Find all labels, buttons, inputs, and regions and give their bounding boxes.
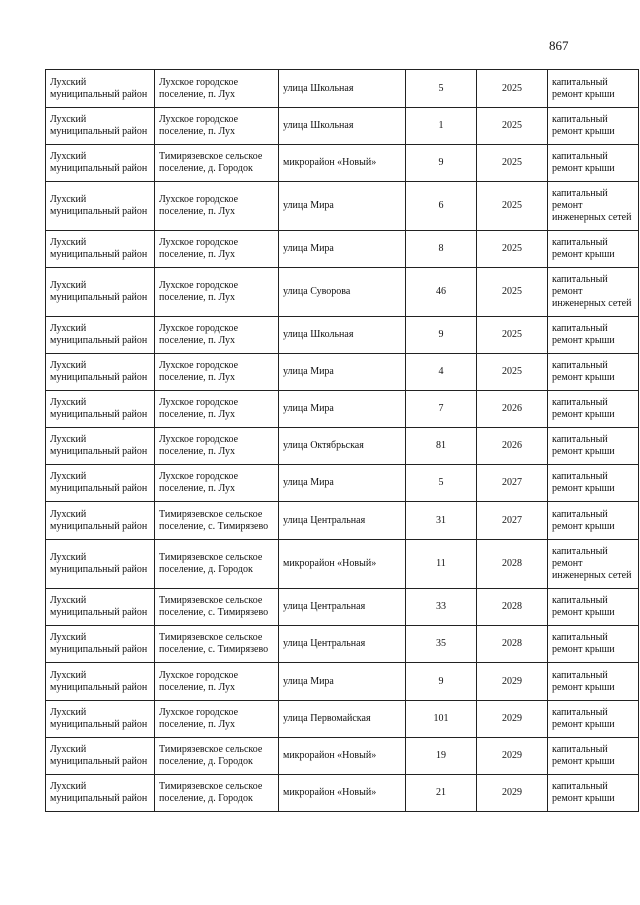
settlement-cell: Лухское городское поселение, п. Лух	[155, 108, 279, 145]
settlement-cell: Лухское городское поселение, п. Лух	[155, 354, 279, 391]
street-cell: улица Центральная	[279, 626, 406, 663]
work-type-cell: капитальный ремонт инженерных сетей	[548, 540, 639, 589]
table-row	[46, 70, 639, 108]
district-cell: Лухский муниципальный район	[46, 502, 155, 540]
table-row	[46, 145, 639, 182]
table-row	[46, 182, 639, 231]
house-number-cell: 33	[406, 589, 477, 626]
street-cell: микрорайон «Новый»	[279, 738, 406, 775]
district-cell: Лухский муниципальный район	[46, 428, 155, 465]
work-type-cell: капитальный ремонт инженерных сетей	[548, 268, 639, 317]
year-cell: 2025	[477, 231, 548, 268]
table-row	[46, 502, 639, 540]
house-number-cell: 31	[406, 502, 477, 540]
house-number-cell: 1	[406, 108, 477, 145]
year-cell: 2026	[477, 428, 548, 465]
district-cell: Лухский муниципальный район	[46, 108, 155, 145]
work-type-cell: капитальный ремонт крыши	[548, 70, 639, 108]
street-cell: улица Мира	[279, 465, 406, 502]
settlement-cell: Лухское городское поселение, п. Лух	[155, 701, 279, 738]
street-cell: улица Первомайская	[279, 701, 406, 738]
settlement-cell: Лухское городское поселение, п. Лух	[155, 231, 279, 268]
table-row	[46, 626, 639, 663]
table-row	[46, 268, 639, 317]
street-cell: улица Школьная	[279, 317, 406, 354]
house-number-cell: 21	[406, 775, 477, 812]
house-number-cell: 19	[406, 738, 477, 775]
settlement-cell: Лухское городское поселение, п. Лух	[155, 182, 279, 231]
district-cell: Лухский муниципальный район	[46, 626, 155, 663]
work-type-cell: капитальный ремонт крыши	[548, 428, 639, 465]
district-cell: Лухский муниципальный район	[46, 268, 155, 317]
work-type-cell: капитальный ремонт крыши	[548, 701, 639, 738]
work-type-cell: капитальный ремонт крыши	[548, 231, 639, 268]
house-number-cell: 8	[406, 231, 477, 268]
work-type-cell: капитальный ремонт крыши	[548, 663, 639, 701]
house-number-cell: 9	[406, 663, 477, 701]
street-cell: улица Октябрьская	[279, 428, 406, 465]
settlement-cell: Лухское городское поселение, п. Лух	[155, 663, 279, 701]
house-number-cell: 7	[406, 391, 477, 428]
table-row	[46, 391, 639, 428]
year-cell: 2025	[477, 108, 548, 145]
house-number-cell: 11	[406, 540, 477, 589]
year-cell: 2025	[477, 268, 548, 317]
table-row	[46, 317, 639, 354]
street-cell: улица Центральная	[279, 589, 406, 626]
table-row	[46, 231, 639, 268]
settlement-cell: Тимирязевское сельское поселение, с. Тимирязево	[155, 502, 279, 540]
settlement-cell: Тимирязевское сельское поселение, д. Городок	[155, 540, 279, 589]
year-cell: 2029	[477, 775, 548, 812]
table-body	[46, 70, 639, 812]
work-type-cell: капитальный ремонт крыши	[548, 317, 639, 354]
district-cell: Лухский муниципальный район	[46, 701, 155, 738]
street-cell: улица Центральная	[279, 502, 406, 540]
house-number-cell: 81	[406, 428, 477, 465]
year-cell: 2028	[477, 626, 548, 663]
district-cell: Лухский муниципальный район	[46, 354, 155, 391]
work-type-cell: капитальный ремонт крыши	[548, 626, 639, 663]
settlement-cell: Тимирязевское сельское поселение, с. Тимирязево	[155, 589, 279, 626]
settlement-cell: Лухское городское поселение, п. Лух	[155, 70, 279, 108]
district-cell: Лухский муниципальный район	[46, 465, 155, 502]
work-type-cell: капитальный ремонт крыши	[548, 145, 639, 182]
house-number-cell: 5	[406, 465, 477, 502]
street-cell: улица Мира	[279, 663, 406, 701]
repair-schedule-table	[45, 69, 639, 812]
table-row	[46, 738, 639, 775]
work-type-cell: капитальный ремонт крыши	[548, 502, 639, 540]
year-cell: 2027	[477, 502, 548, 540]
table-row	[46, 663, 639, 701]
house-number-cell: 46	[406, 268, 477, 317]
table-row	[46, 540, 639, 589]
street-cell: микрорайон «Новый»	[279, 775, 406, 812]
year-cell: 2029	[477, 701, 548, 738]
district-cell: Лухский муниципальный район	[46, 231, 155, 268]
street-cell: улица Мира	[279, 354, 406, 391]
settlement-cell: Лухское городское поселение, п. Лух	[155, 428, 279, 465]
table-row	[46, 775, 639, 812]
year-cell: 2028	[477, 540, 548, 589]
street-cell: микрорайон «Новый»	[279, 540, 406, 589]
year-cell: 2025	[477, 182, 548, 231]
settlement-cell: Лухское городское поселение, п. Лух	[155, 268, 279, 317]
year-cell: 2029	[477, 663, 548, 701]
work-type-cell: капитальный ремонт крыши	[548, 465, 639, 502]
work-type-cell: капитальный ремонт инженерных сетей	[548, 182, 639, 231]
year-cell: 2028	[477, 589, 548, 626]
year-cell: 2025	[477, 145, 548, 182]
district-cell: Лухский муниципальный район	[46, 775, 155, 812]
table-row	[46, 589, 639, 626]
house-number-cell: 6	[406, 182, 477, 231]
street-cell: улица Мира	[279, 231, 406, 268]
house-number-cell: 101	[406, 701, 477, 738]
settlement-cell: Тимирязевское сельское поселение, д. Городок	[155, 145, 279, 182]
year-cell: 2026	[477, 391, 548, 428]
work-type-cell: капитальный ремонт крыши	[548, 738, 639, 775]
district-cell: Лухский муниципальный район	[46, 70, 155, 108]
district-cell: Лухский муниципальный район	[46, 540, 155, 589]
district-cell: Лухский муниципальный район	[46, 182, 155, 231]
settlement-cell: Лухское городское поселение, п. Лух	[155, 391, 279, 428]
street-cell: микрорайон «Новый»	[279, 145, 406, 182]
district-cell: Лухский муниципальный район	[46, 663, 155, 701]
street-cell: улица Школьная	[279, 70, 406, 108]
street-cell: улица Мира	[279, 182, 406, 231]
table-row	[46, 108, 639, 145]
settlement-cell: Тимирязевское сельское поселение, с. Тимирязево	[155, 626, 279, 663]
settlement-cell: Тимирязевское сельское поселение, д. Городок	[155, 775, 279, 812]
district-cell: Лухский муниципальный район	[46, 317, 155, 354]
table-row	[46, 428, 639, 465]
house-number-cell: 5	[406, 70, 477, 108]
work-type-cell: капитальный ремонт крыши	[548, 108, 639, 145]
settlement-cell: Тимирязевское сельское поселение, д. Городок	[155, 738, 279, 775]
year-cell: 2029	[477, 738, 548, 775]
district-cell: Лухский муниципальный район	[46, 738, 155, 775]
work-type-cell: капитальный ремонт крыши	[548, 775, 639, 812]
house-number-cell: 4	[406, 354, 477, 391]
year-cell: 2025	[477, 354, 548, 391]
page-number: 867	[549, 38, 569, 53]
table-row	[46, 465, 639, 502]
house-number-cell: 35	[406, 626, 477, 663]
table-row	[46, 354, 639, 391]
district-cell: Лухский муниципальный район	[46, 145, 155, 182]
settlement-cell: Лухское городское поселение, п. Лух	[155, 465, 279, 502]
year-cell: 2027	[477, 465, 548, 502]
work-type-cell: капитальный ремонт крыши	[548, 589, 639, 626]
year-cell: 2025	[477, 317, 548, 354]
year-cell: 2025	[477, 70, 548, 108]
district-cell: Лухский муниципальный район	[46, 589, 155, 626]
work-type-cell: капитальный ремонт крыши	[548, 391, 639, 428]
house-number-cell: 9	[406, 145, 477, 182]
settlement-cell: Лухское городское поселение, п. Лух	[155, 317, 279, 354]
house-number-cell: 9	[406, 317, 477, 354]
work-type-cell: капитальный ремонт крыши	[548, 354, 639, 391]
street-cell: улица Школьная	[279, 108, 406, 145]
district-cell: Лухский муниципальный район	[46, 391, 155, 428]
table-row	[46, 701, 639, 738]
street-cell: улица Мира	[279, 391, 406, 428]
street-cell: улица Суворова	[279, 268, 406, 317]
